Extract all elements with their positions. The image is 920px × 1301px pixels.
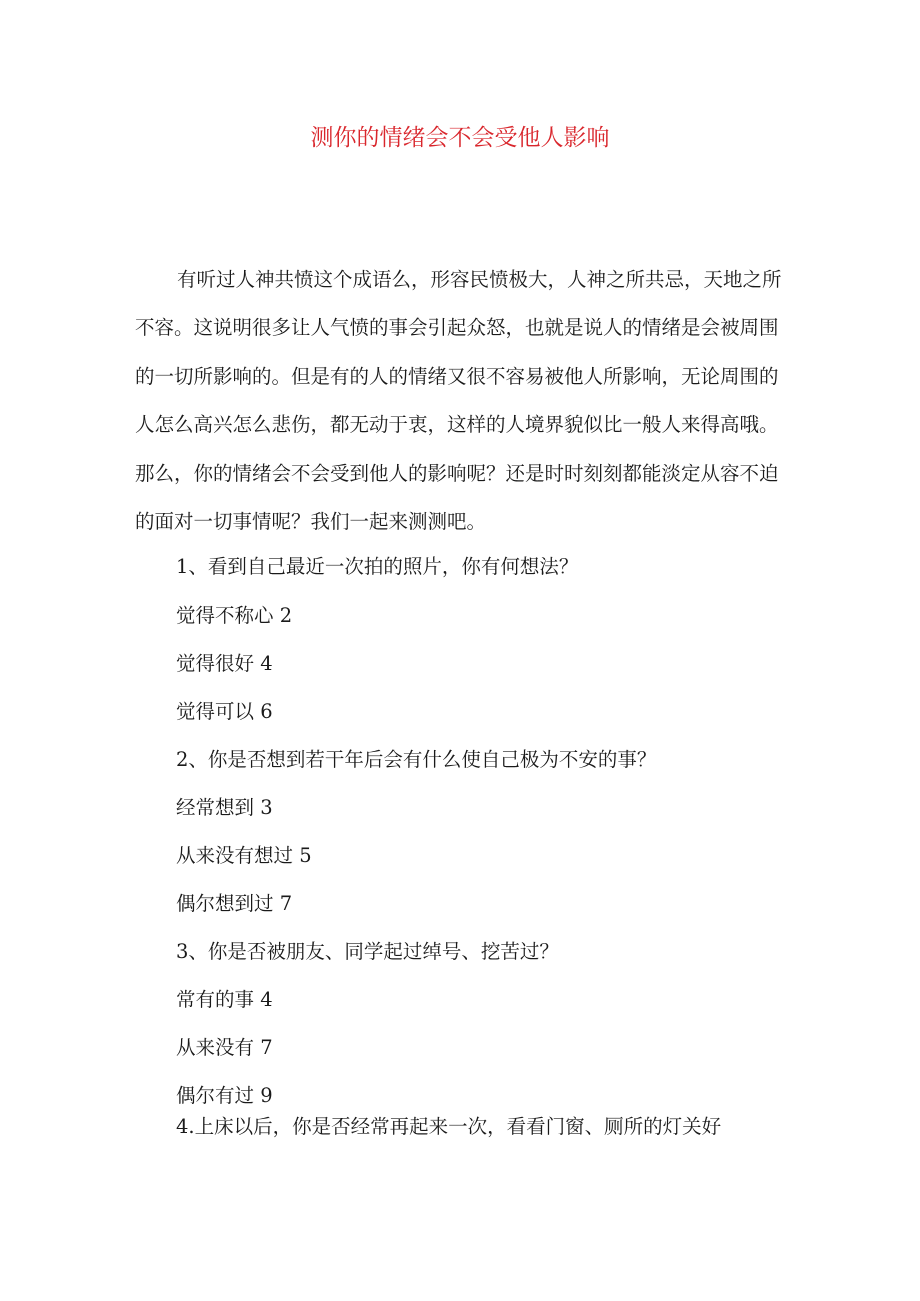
option-2a: 经常想到 3 bbox=[176, 796, 273, 819]
intro-paragraph bbox=[135, 256, 807, 546]
option-3c: 偶尔有过 9 bbox=[176, 1084, 273, 1107]
option-3a: 常有的事 4 bbox=[176, 988, 273, 1011]
option-2b: 从来没有想过 5 bbox=[176, 844, 312, 867]
question-3: 3、你是否被朋友、同学起过绰号、挖苦过？ bbox=[176, 940, 559, 963]
question-4: 4.上床以后，你是否经常再起来一次，看看门窗、厕所的灯关好 bbox=[176, 1115, 722, 1138]
page-title: 测你的情绪会不会受他人影响 bbox=[310, 125, 610, 151]
question-2: 2、你是否想到若干年后会有什么使自己极为不安的事？ bbox=[176, 748, 657, 771]
option-1c: 觉得可以 6 bbox=[176, 700, 273, 723]
option-3b: 从来没有 7 bbox=[176, 1036, 273, 1059]
intro-line: 那么，你的情绪会不会受到他人的影响呢？还是时时刻刻都能淡定从容不迫 bbox=[135, 461, 779, 485]
option-1a: 觉得不称心 2 bbox=[176, 604, 293, 627]
intro-line: 的面对一切事情呢？我们一起来测测吧。 bbox=[135, 510, 487, 534]
option-2c: 偶尔想到过 7 bbox=[176, 892, 293, 915]
intro-line: 的一切所影响的。但是有的人的情绪又很不容易被他人所影响，无论周围的 bbox=[135, 364, 779, 388]
question-1: 1、看到自己最近一次拍的照片，你有何想法？ bbox=[176, 555, 579, 578]
intro-line: 人怎么高兴怎么悲伤，都无动于衷，这样的人境界貌似比一般人来得高哦。 bbox=[135, 413, 779, 437]
option-1b: 觉得很好 4 bbox=[176, 652, 273, 675]
intro-line: 不容。这说明很多让人气愤的事会引起众怒，也就是说人的情绪是会被周围 bbox=[135, 316, 779, 340]
intro-line: 有听过人神共愤这个成语么，形容民愤极大，人神之所共忌，天地之所 bbox=[177, 268, 782, 291]
